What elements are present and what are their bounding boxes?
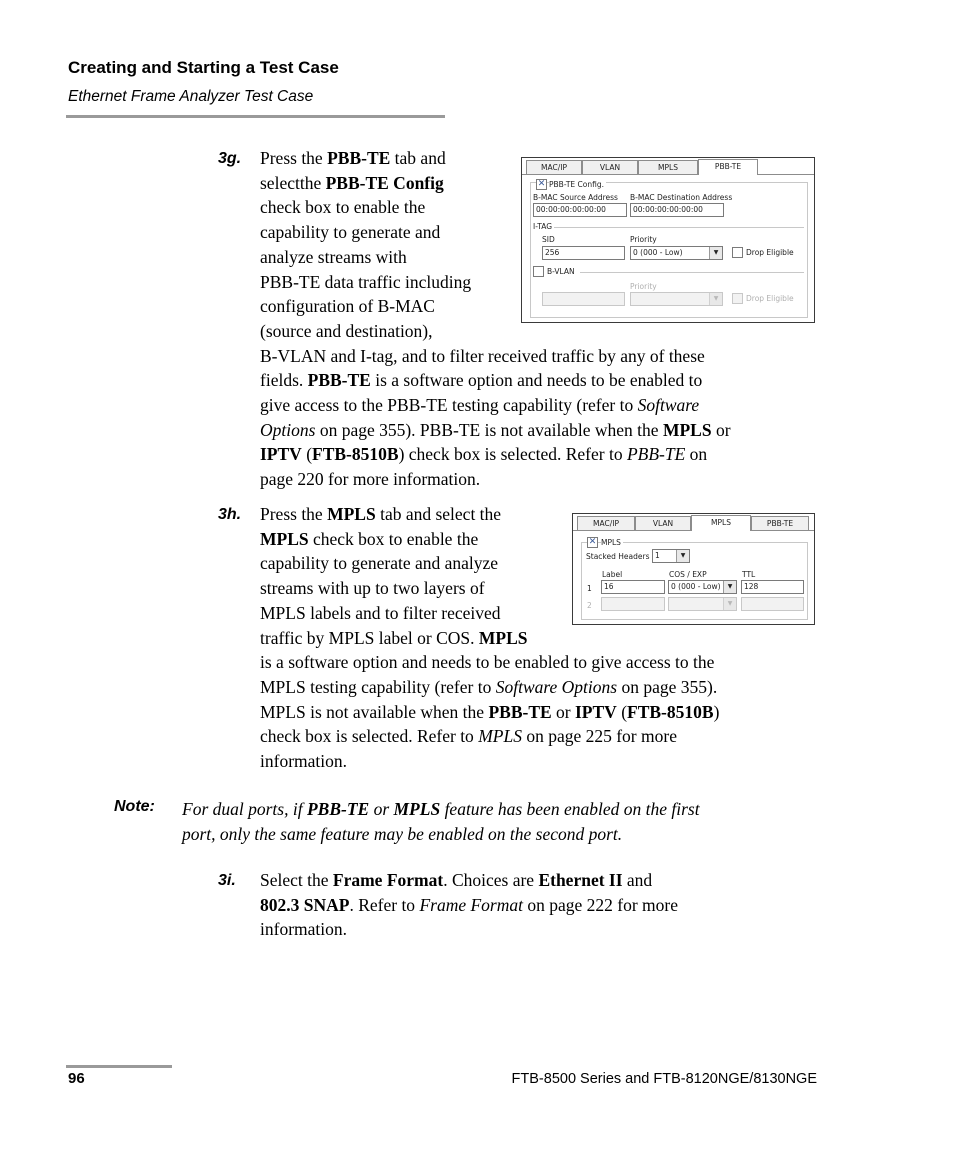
priority-select-value: 0 (000 - Low) (633, 248, 683, 257)
text-run: ( (616, 701, 628, 722)
text-run: Options (260, 419, 316, 440)
bvlan-id-input[interactable] (542, 292, 625, 306)
text-run: MPLS (260, 528, 309, 549)
priority-label: Priority (630, 235, 657, 244)
bmac-destination-label: B-MAC Destination Address (630, 193, 733, 202)
text-line (260, 650, 719, 675)
text-run: Software (637, 395, 700, 416)
text-run: information. (260, 751, 347, 772)
step-3i-text (260, 868, 678, 942)
chevron-down-icon: ▼ (709, 293, 722, 305)
text-line (260, 868, 678, 893)
bvlan-checkbox[interactable] (533, 266, 544, 277)
footer-rule (66, 1065, 172, 1068)
text-run: give access to the PBB-TE testing capability (refer to (260, 395, 638, 416)
drop-eligible-checkbox[interactable] (732, 247, 743, 258)
bvlan-priority-label: Priority (630, 282, 657, 291)
text-run: analyze streams with (260, 246, 407, 267)
row-2-index: 2 (587, 601, 592, 610)
bmac-source-label: B-MAC Source Address (533, 193, 618, 202)
text-run: page 220 for more information. (260, 469, 481, 490)
text-run: port, only the same feature may be enabled on the second port. (182, 823, 623, 844)
text-run: check box to enable the (308, 528, 479, 549)
text-run: MPLS (478, 627, 528, 648)
row-2-cos-select[interactable] (668, 597, 737, 611)
row-1-label-input[interactable]: 16 (601, 580, 665, 594)
note-label: Note: (114, 798, 155, 815)
text-run: streams with up to two layers of (260, 578, 485, 599)
row-1-cos-value: 0 (000 - Low) (671, 582, 721, 591)
text-line (260, 893, 678, 918)
text-run: on page 355). (617, 676, 718, 697)
text-run: ) (713, 701, 720, 722)
text-run: MPLS (662, 419, 712, 440)
text-run: traffic by MPLS label or COS. (260, 627, 479, 648)
chevron-down-icon: ▼ (709, 247, 722, 259)
text-run: Software Options (495, 676, 618, 697)
text-run: on (685, 444, 708, 465)
tab-mpls[interactable]: MPLS (691, 515, 751, 531)
priority-select[interactable] (630, 246, 723, 260)
ttl-column-header: TTL (742, 570, 756, 579)
text-line (260, 418, 731, 443)
text-run: MPLS is not available when the (260, 701, 489, 722)
tab-pbb-te[interactable]: PBB-TE (751, 516, 809, 530)
row-2-label-input[interactable] (601, 597, 665, 611)
text-run: or (711, 419, 731, 440)
step-3h-label: 3h. (218, 506, 242, 523)
text-run: or (369, 799, 394, 819)
chevron-down-icon: ▼ (723, 581, 736, 593)
text-run: PBB-TE (327, 148, 391, 168)
text-run: ( (301, 444, 313, 465)
pbb-te-panel-screenshot (521, 157, 815, 323)
text-run: ) check box is selected. Refer to (398, 444, 627, 465)
text-run: MPLS (478, 726, 522, 747)
text-run: . Refer to (349, 894, 420, 915)
text-run: fields. (260, 370, 308, 391)
bmac-source-input[interactable]: 00:00:00:00:00:00 (533, 203, 627, 217)
step-3g-label: 3g. (218, 150, 242, 167)
text-run: Press the (260, 148, 328, 168)
header-rule (66, 115, 445, 118)
row-1-index: 1 (587, 584, 592, 593)
tab-mac-ip[interactable]: MAC/IP (526, 160, 582, 174)
chevron-down-icon: ▼ (676, 550, 689, 562)
text-run: check box is selected. Refer to (260, 726, 479, 747)
text-line (260, 917, 678, 942)
mpls-checkbox[interactable]: ✕ (588, 537, 597, 547)
text-line (182, 822, 700, 847)
text-run: is a software option and needs to be enabled to give access to the (260, 652, 715, 673)
stacked-headers-value: 1 (655, 551, 660, 560)
tab-vlan[interactable]: VLAN (582, 160, 638, 174)
page-number: 96 (68, 1070, 85, 1087)
text-run: Press the (260, 504, 328, 524)
sid-input[interactable]: 256 (542, 246, 625, 260)
text-line (260, 467, 731, 492)
mpls-label: MPLS (601, 538, 621, 547)
text-run: on page 225 for more (521, 726, 677, 747)
text-run: MPLS labels and to filter received (260, 602, 501, 623)
pbb-te-config-label: PBB-TE Config. (549, 180, 604, 189)
stacked-headers-label: Stacked Headers (586, 552, 650, 561)
bvlan-drop-eligible-checkbox[interactable] (732, 293, 743, 304)
drop-eligible-label: Drop Eligible (746, 248, 794, 257)
text-run: Ethernet II (538, 870, 623, 890)
mpls-panel-screenshot (572, 513, 815, 625)
text-line (260, 344, 731, 369)
text-line (260, 749, 719, 774)
tab-vlan[interactable]: VLAN (635, 516, 691, 530)
text-line (260, 368, 731, 393)
bmac-destination-input[interactable]: 00:00:00:00:00:00 (630, 203, 724, 217)
stacked-headers-select[interactable] (652, 549, 690, 563)
chevron-down-icon: ▼ (723, 598, 736, 610)
itag-label: I-TAG (533, 222, 553, 231)
text-line (182, 797, 700, 822)
text-run: capability to generate and (260, 222, 441, 243)
text-run: PBB-TE Config (325, 172, 444, 193)
text-line (260, 724, 719, 749)
text-run: Frame Format (332, 870, 444, 890)
cos-exp-column-header: COS / EXP (669, 570, 707, 579)
text-run: PBB-TE data traffic including (260, 271, 472, 292)
note-text (182, 797, 700, 846)
text-run: tab and select the (375, 504, 502, 524)
text-run: information. (260, 919, 347, 940)
text-line (260, 442, 731, 467)
text-run: tab and (390, 148, 446, 168)
text-run: B-VLAN and I-tag, and to filter received traffic by any of these (260, 345, 705, 366)
text-run: capability to generate and analyze (260, 553, 499, 574)
text-run: and (622, 870, 653, 890)
text-line (260, 626, 719, 651)
label-column-header: Label (602, 570, 623, 579)
bvlan-priority-select[interactable] (630, 292, 723, 306)
text-run: . Choices are (443, 870, 539, 890)
text-run: MPLS (327, 504, 376, 524)
bvlan-drop-eligible-label: Drop Eligible (746, 294, 794, 303)
bvlan-label: B-VLAN (547, 267, 575, 276)
tab-pbb-te[interactable]: PBB-TE (698, 159, 758, 175)
text-run: (source and destination), (260, 320, 433, 341)
section-subtitle: Ethernet Frame Analyzer Test Case (68, 88, 314, 105)
text-line (260, 675, 719, 700)
row-1-cos-select[interactable] (668, 580, 737, 594)
text-run: check box to enable the (260, 197, 426, 218)
text-line (260, 700, 719, 725)
text-run: 802.3 SNAP (260, 894, 350, 915)
text-run: IPTV (575, 701, 617, 722)
text-run: IPTV (260, 444, 302, 465)
text-run: on page 222 for more (522, 894, 678, 915)
text-run: Frame Format (419, 894, 523, 915)
text-run: FTB-8510B (312, 444, 399, 465)
pbb-te-config-checkbox[interactable]: ✕ (537, 179, 546, 189)
text-line (260, 393, 731, 418)
product-name: FTB-8500 Series and FTB-8120NGE/8130NGE (511, 1071, 817, 1087)
text-run: feature has been enabled on the first (440, 799, 700, 819)
text-run: is a software option and needs to be enabled to (370, 370, 703, 391)
text-run: PBB-TE (307, 370, 371, 391)
text-run: selectthe (260, 172, 326, 193)
sid-label: SID (542, 235, 555, 244)
text-run: on page 355). PBB-TE is not available when the (315, 419, 663, 440)
text-run: Select the (260, 870, 333, 890)
text-run: MPLS (393, 799, 441, 819)
row-1-ttl-input[interactable]: 128 (741, 580, 804, 594)
text-run: PBB-TE (626, 444, 686, 465)
chapter-title: Creating and Starting a Test Case (68, 58, 339, 77)
text-run: For dual ports, if (182, 799, 307, 819)
text-run: FTB-8510B (627, 701, 714, 722)
tab-mac-ip[interactable]: MAC/IP (577, 516, 635, 530)
tab-mpls[interactable]: MPLS (638, 160, 698, 174)
text-run: MPLS testing capability (refer to (260, 676, 496, 697)
text-run: PBB-TE (306, 799, 370, 819)
text-run: PBB-TE (488, 701, 552, 722)
text-run: configuration of B-MAC (260, 296, 435, 317)
step-3i-label: 3i. (218, 872, 236, 889)
row-2-ttl-input[interactable] (741, 597, 804, 611)
text-run: or (551, 701, 575, 722)
